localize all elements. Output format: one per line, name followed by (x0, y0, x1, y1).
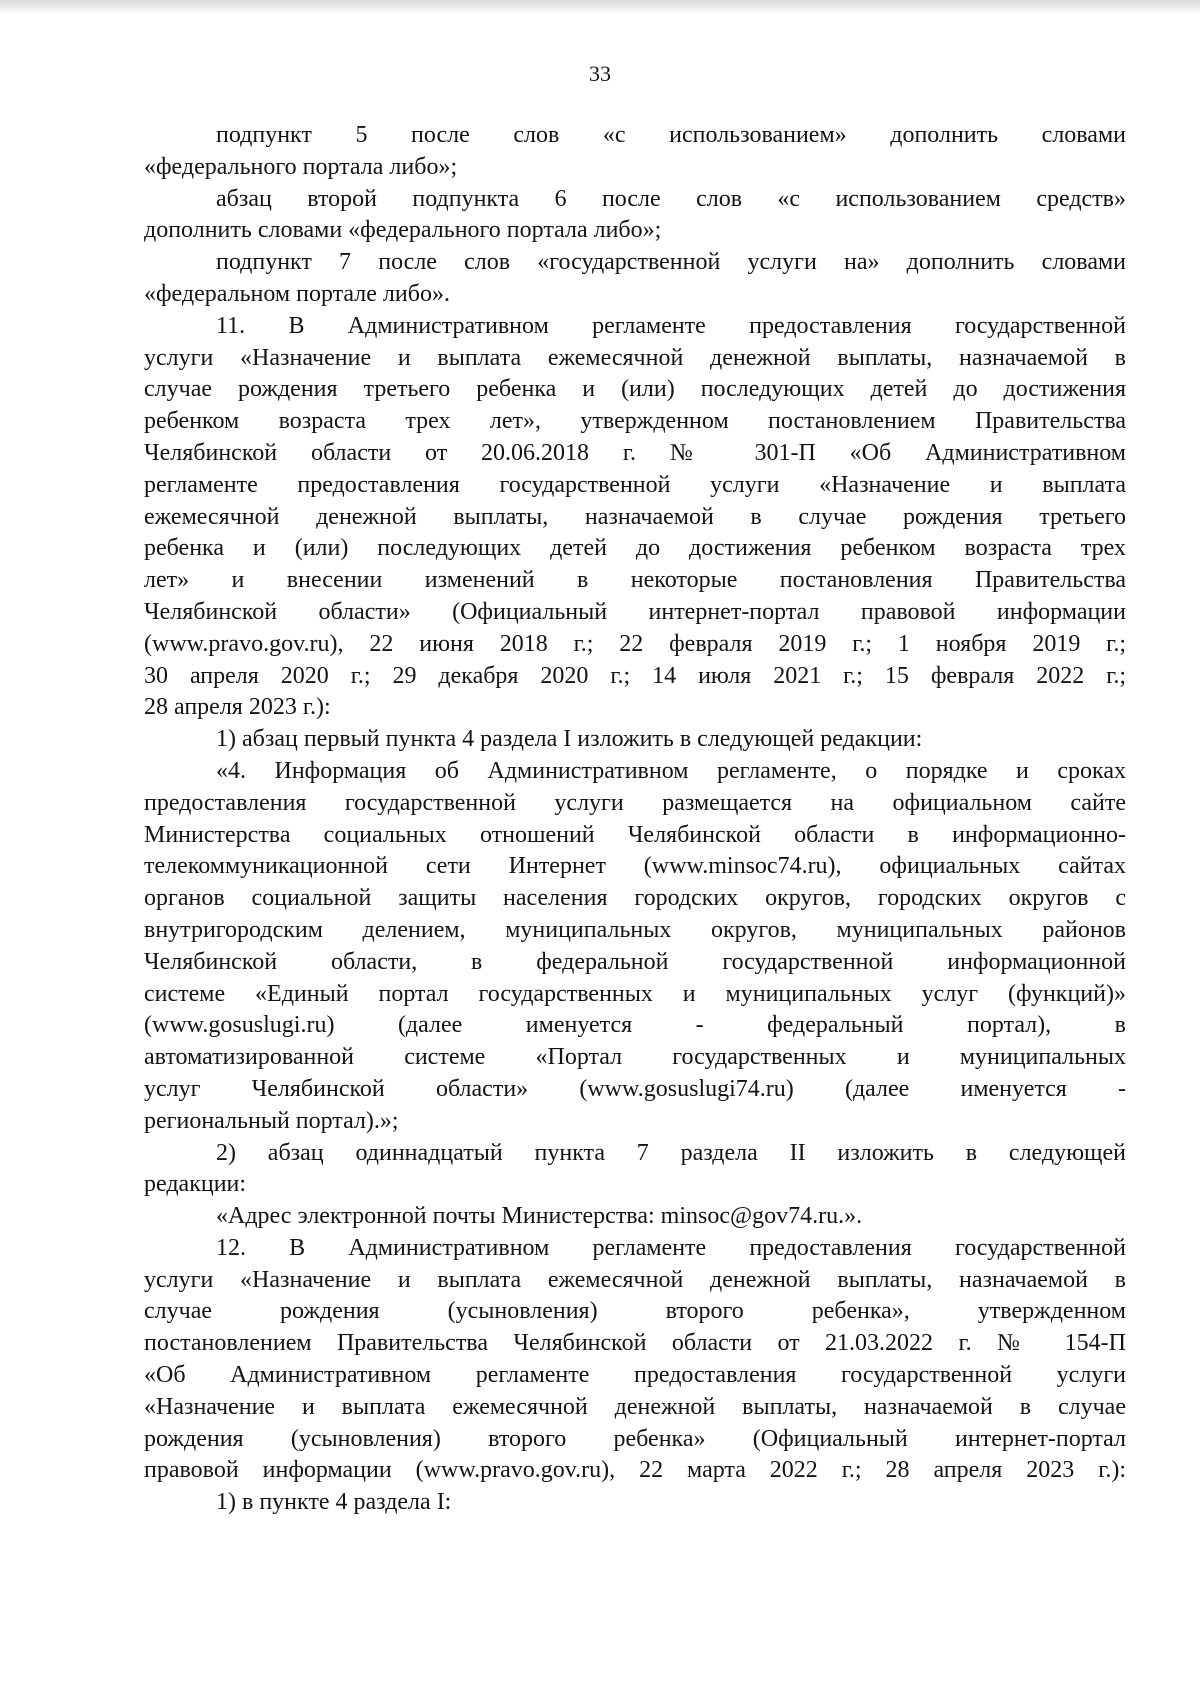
text-line: случае рождения (усыновления) второго ребенка», утвержденном (144, 1298, 1126, 1325)
text-line: Челябинской области» (Официальный интернет-портал правовой информации (144, 598, 1126, 625)
text-line: автоматизированной системе «Портал государственных и муниципальных (144, 1044, 1126, 1071)
text-line: предоставления государственной услуги размещается на официальном сайте (144, 789, 1126, 816)
text-line: ежемесячной денежной выплаты, назначаемой в случае рождения третьего (144, 503, 1126, 530)
text-line: 1) абзац первый пункта 4 раздела I изложить в следующей редакции: (216, 726, 923, 753)
text-line: 28 апреля 2023 г.): (144, 694, 331, 721)
text-line: редакции: (144, 1171, 247, 1198)
text-line: органов социальной защиты населения городских округов, городских округов с (144, 885, 1126, 912)
text-line: ребенком возраста трех лет», утвержденном постановлением Правительства (144, 408, 1126, 435)
text-line: «Адрес электронной почты Министерства: minsoc@gov74.ru.». (216, 1203, 863, 1230)
text-line: дополнить словами «федерального портала либо»; (144, 217, 662, 244)
text-line: 12. В Административном регламенте предоставления государственной (216, 1234, 1126, 1261)
text-line: Челябинской области, в федеральной государственной информационной (144, 948, 1126, 975)
text-line: услуг Челябинской области» (www.gosuslugi74.ru) (далее именуется - (144, 1075, 1126, 1102)
text-line: ребенка и (или) последующих детей до достижения ребенком возраста трех (144, 535, 1126, 562)
text-line: регламенте предоставления государственной услуги «Назначение и выплата (144, 471, 1126, 498)
text-line: 2) абзац одиннадцатый пункта 7 раздела II изложить в следующей (216, 1139, 1126, 1166)
text-line: 30 апреля 2020 г.; 29 декабря 2020 г.; 14 июля 2021 г.; 15 февраля 2022 г.; (144, 662, 1126, 689)
document-text (144, 120, 1126, 1519)
text-line: постановлением Правительства Челябинской области от 21.03.2022 г. № 154-П (144, 1330, 1126, 1357)
text-line: телекоммуникационной сети Интернет (www.minsoc74.ru), официальных сайтах (144, 853, 1126, 880)
text-line: абзац второй подпункта 6 после слов «с использованием средств» (216, 185, 1126, 212)
text-line: (www.gosuslugi.ru) (далее именуется - федеральный портал), в (144, 1012, 1126, 1039)
text-line: лет» и внесении изменений в некоторые постановления Правительства (144, 567, 1126, 594)
text-line: 1) в пункте 4 раздела I: (216, 1489, 452, 1516)
document-body (144, 120, 1126, 1519)
text-line: услуги «Назначение и выплата ежемесячной денежной выплаты, назначаемой в (144, 344, 1126, 371)
text-line: «федерального портала либо»; (144, 153, 458, 180)
text-line: подпункт 7 после слов «государственной услуги на» дополнить словами (216, 249, 1126, 276)
text-line: правовой информации (www.pravo.gov.ru), 22 марта 2022 г.; 28 апреля 2023 г.): (144, 1457, 1126, 1484)
text-line: рождения (усыновления) второго ребенка» (Официальный интернет-портал (144, 1425, 1126, 1452)
text-line: услуги «Назначение и выплата ежемесячной денежной выплаты, назначаемой в (144, 1266, 1126, 1293)
text-line: региональный портал).»; (144, 1107, 399, 1134)
text-line: Министерства социальных отношений Челябинской области в информационно- (144, 821, 1126, 848)
scan-edge (0, 0, 1200, 14)
text-line: «Назначение и выплата ежемесячной денежной выплаты, назначаемой в случае (144, 1393, 1126, 1420)
text-line: системе «Единый портал государственных и муниципальных услуг (функций)» (144, 980, 1126, 1007)
text-line: случае рождения третьего ребенка и (или) последующих детей до достижения (144, 376, 1126, 403)
page-number: 33 (589, 61, 611, 86)
text-line: 11. В Административном регламенте предоставления государственной (216, 312, 1126, 339)
text-line: Челябинской области от 20.06.2018 г. № 301-П «Об Административном (144, 439, 1126, 466)
text-line: «федеральном портале либо». (144, 280, 450, 307)
text-line: внутригородским делением, муниципальных округов, муниципальных районов (144, 916, 1126, 943)
text-line: (www.pravo.gov.ru), 22 июня 2018 г.; 22 февраля 2019 г.; 1 ноября 2019 г.; (144, 630, 1126, 657)
text-line: «Об Административном регламенте предоставления государственной услуги (144, 1362, 1126, 1389)
text-line: подпункт 5 после слов «с использованием» дополнить словами (216, 122, 1126, 148)
text-line: «4. Информация об Административном регламенте, о порядке и сроках (216, 757, 1126, 784)
